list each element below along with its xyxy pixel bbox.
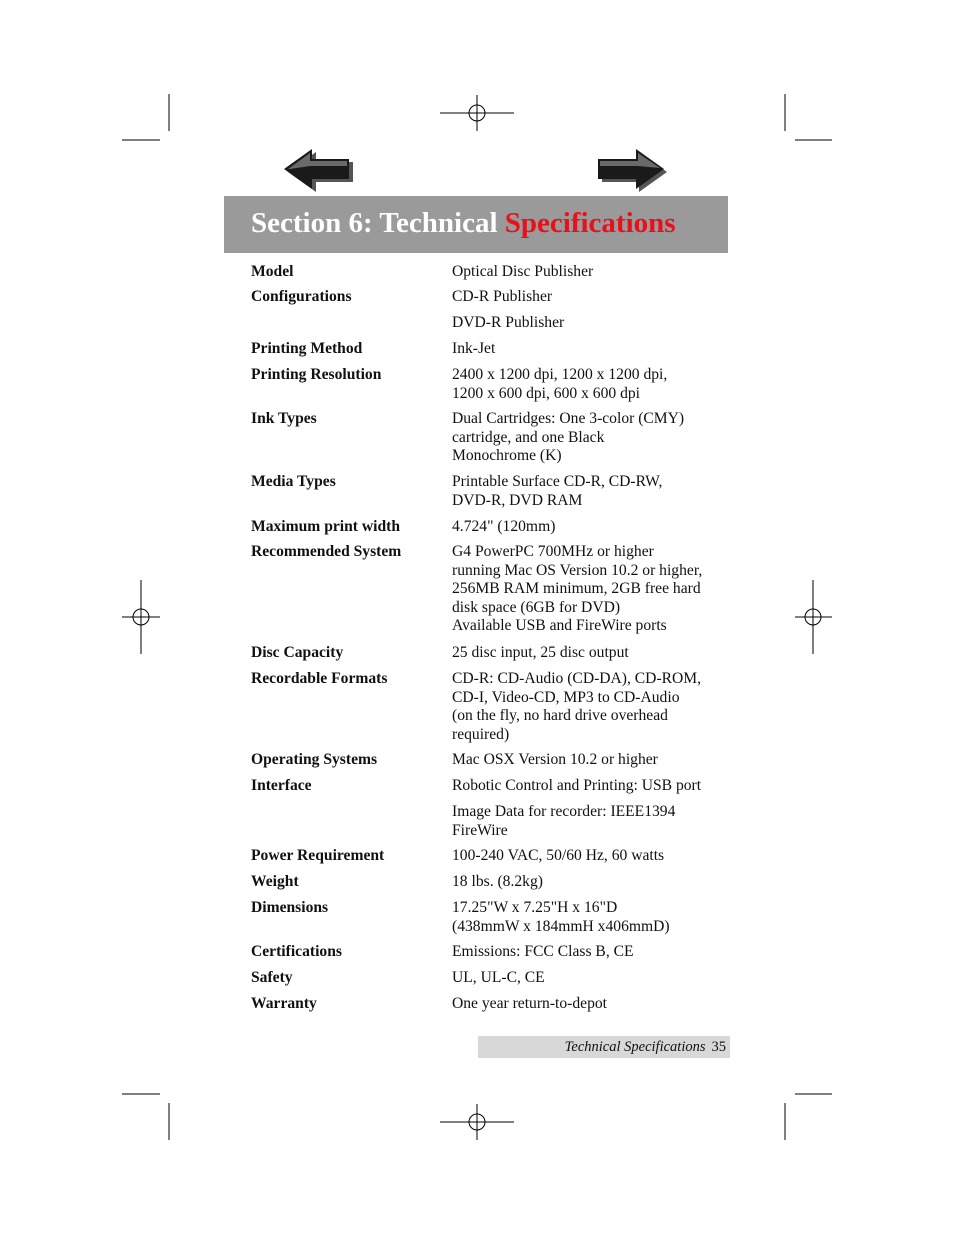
section-title-plain: Section 6: Technical <box>251 207 505 239</box>
spec-label: Ink Types <box>251 410 317 427</box>
spec-value <box>452 670 742 744</box>
spec-label: Disc Capacity <box>251 644 344 661</box>
spec-value <box>452 969 742 988</box>
section-banner <box>224 196 728 253</box>
spec-label: Printing Resolution <box>251 366 382 383</box>
footer-text <box>565 1038 726 1056</box>
spec-value-line: 18 lbs. (8.2kg) <box>452 873 543 890</box>
spec-value <box>452 803 742 840</box>
spec-value-line: Emissions: FCC Class B, CE <box>452 943 634 960</box>
spec-value-line: Mac OSX Version 10.2 or higher <box>452 751 658 768</box>
registration-target-bottom <box>440 1104 514 1140</box>
spec-label: Weight <box>251 873 299 890</box>
spec-value-line: Printable Surface CD-R, CD-RW, <box>452 473 663 490</box>
spec-value-line: Image Data for recorder: IEEE1394 <box>452 803 676 820</box>
spec-value <box>452 943 742 962</box>
spec-value-line: 4.724" (120mm) <box>452 518 556 535</box>
spec-value-line: Available USB and FireWire ports <box>452 617 667 635</box>
spec-value-line: Ink-Jet <box>452 340 496 357</box>
spec-value-line: Optical Disc Publisher <box>452 263 594 280</box>
spec-value <box>452 340 742 359</box>
spec-value-line: Dual Cartridges: One 3-color (CMY) <box>452 410 685 427</box>
registration-target-left <box>122 580 160 654</box>
spec-value <box>452 644 742 663</box>
spec-value <box>452 518 742 537</box>
spec-value <box>452 314 742 333</box>
spec-value-line: 17.25"W x 7.25"H x 16"D <box>452 899 618 916</box>
spec-value <box>452 288 742 307</box>
spec-value <box>452 366 742 403</box>
spec-value-line: Robotic Control and Printing: USB port <box>452 777 702 794</box>
spec-value <box>452 543 742 636</box>
spec-value-line: Monochrome (K) <box>452 447 562 465</box>
spec-label: Power Requirement <box>251 847 385 864</box>
page-number: 35 <box>711 1039 726 1055</box>
spec-label: Certifications <box>251 943 342 960</box>
spec-value-line: running Mac OS Version 10.2 or higher, <box>452 561 703 579</box>
spec-value <box>452 873 742 892</box>
spec-value-line: 25 disc input, 25 disc output <box>452 644 629 661</box>
spec-value-line: 100-240 VAC, 50/60 Hz, 60 watts <box>452 847 665 864</box>
spec-label: Dimensions <box>251 899 329 916</box>
right-arrow-icon[interactable] <box>597 148 669 192</box>
spec-label: Recommended System <box>251 543 402 560</box>
spec-value-line: CD-R: CD-Audio (CD-DA), CD-ROM, <box>452 670 702 687</box>
spec-value-line: FireWire <box>452 821 508 839</box>
section-title <box>251 203 676 243</box>
spec-value <box>452 995 742 1014</box>
page-footer <box>478 1036 730 1058</box>
spec-value-line: 2400 x 1200 dpi, 1200 x 1200 dpi, <box>452 366 668 383</box>
spec-value <box>452 899 742 936</box>
spec-value-line: One year return-to-depot <box>452 995 608 1012</box>
spec-label: Maximum print width <box>251 518 401 535</box>
spec-value-line: (on the fly, no hard drive overhead <box>452 707 668 725</box>
spec-value-line: G4 PowerPC 700MHz or higher <box>452 543 654 560</box>
spec-label: Configurations <box>251 288 352 305</box>
spec-value <box>452 410 742 466</box>
spec-value-line: required) <box>452 725 510 743</box>
spec-value-line: (438mmW x 184mmH x406mmD) <box>452 917 670 935</box>
spec-label: Printing Method <box>251 340 363 357</box>
spec-label: Operating Systems <box>251 751 378 768</box>
spec-value-line: disk space (6GB for DVD) <box>452 598 621 616</box>
spec-value <box>452 847 742 866</box>
spec-value-line: CD-I, Video-CD, MP3 to CD-Audio <box>452 688 680 706</box>
spec-label: Model <box>251 263 294 280</box>
spec-value-line: cartridge, and one Black <box>452 428 605 446</box>
spec-value <box>452 263 742 282</box>
registration-target-top <box>440 95 514 131</box>
spec-label: Interface <box>251 777 312 794</box>
section-title-highlight: Specifications <box>504 207 676 239</box>
spec-value-line: 1200 x 600 dpi, 600 x 600 dpi <box>452 384 640 402</box>
spec-label: Warranty <box>251 995 317 1012</box>
spec-label: Recordable Formats <box>251 670 388 687</box>
left-arrow-icon[interactable] <box>282 148 354 192</box>
spec-value-line: 256MB RAM minimum, 2GB free hard <box>452 580 701 598</box>
spec-value <box>452 473 742 510</box>
spec-value-line: DVD-R Publisher <box>452 314 565 331</box>
registration-target-right <box>795 580 832 654</box>
spec-value-line: UL, UL-C, CE <box>452 969 545 986</box>
spec-value-line: DVD-R, DVD RAM <box>452 491 583 509</box>
spec-value <box>452 777 742 796</box>
spec-value-line: CD-R Publisher <box>452 288 553 305</box>
spec-value <box>452 751 742 770</box>
footer-section-name: Technical Specifications <box>564 1039 706 1055</box>
spec-label: Media Types <box>251 473 336 490</box>
spec-label: Safety <box>251 969 293 986</box>
